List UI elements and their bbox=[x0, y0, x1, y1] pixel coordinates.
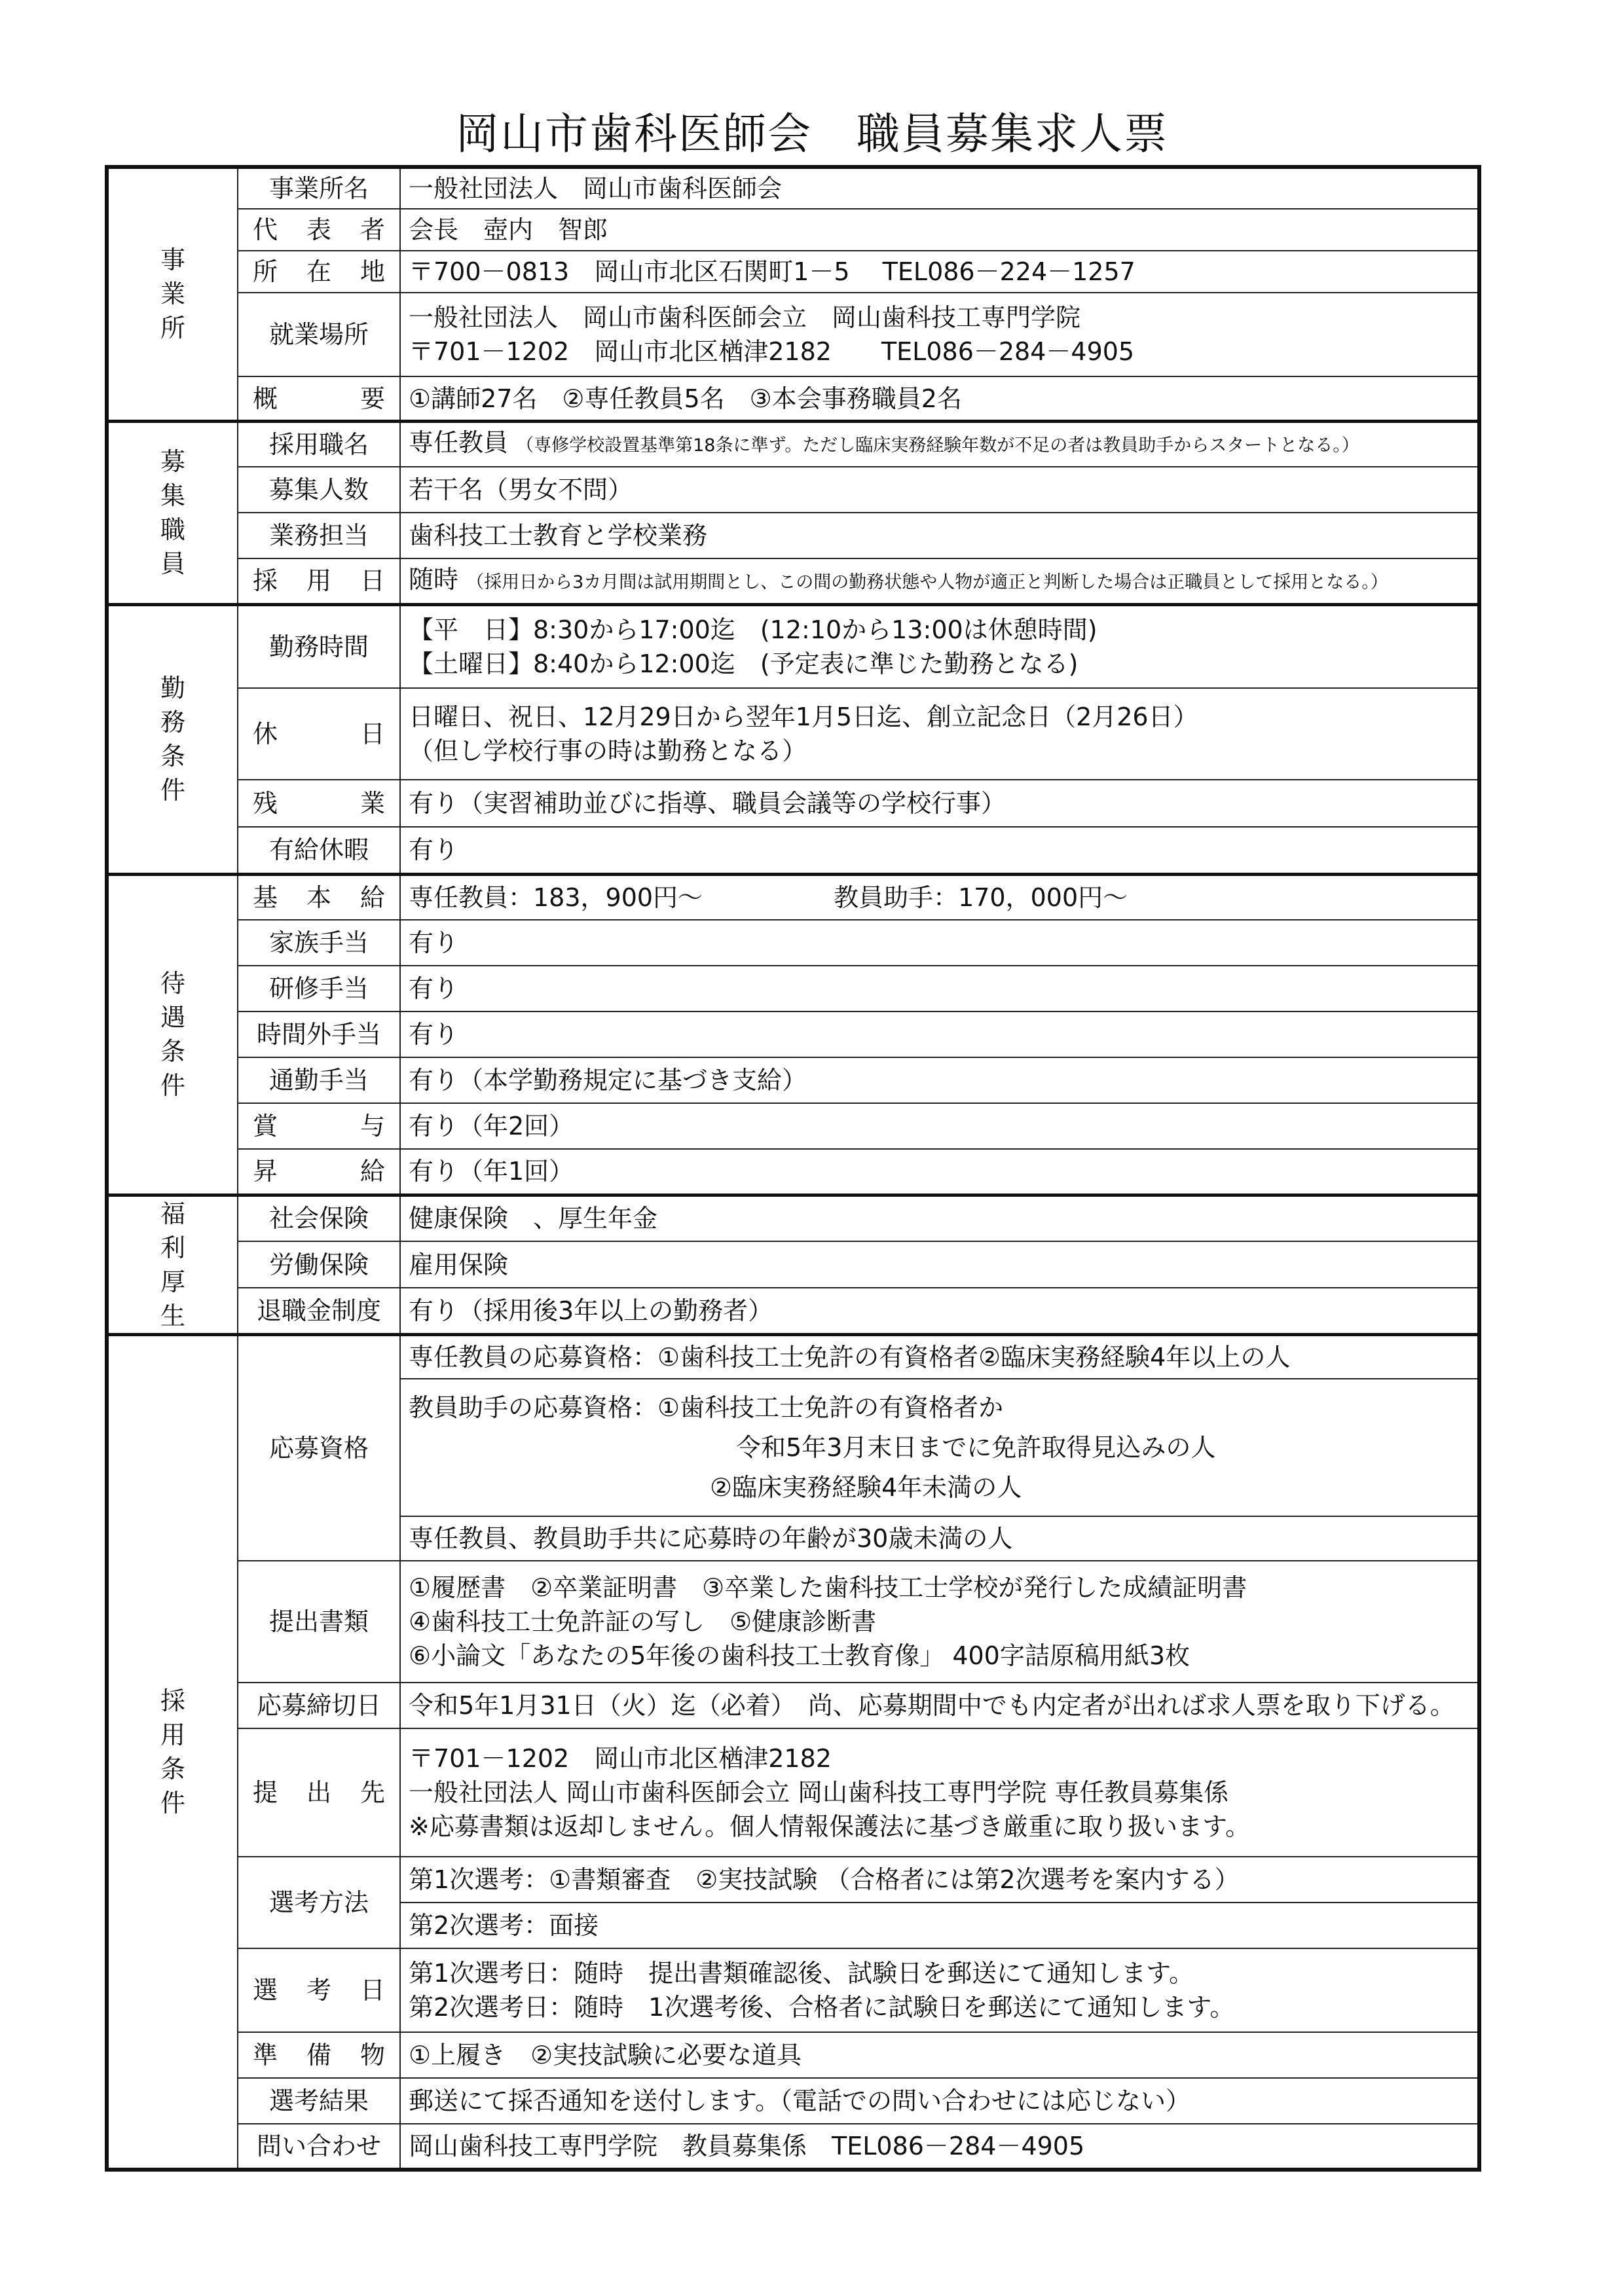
value-selection-method-1: 第1次選考：①書類審査 ②実技試験 （合格者には第2次選考を案内する） bbox=[400, 1857, 1479, 1903]
value-office-name: 一般社団法人 岡山市歯科医師会 bbox=[400, 167, 1479, 209]
value-bonus: 有り（年2回） bbox=[400, 1103, 1479, 1149]
value-overtime-allowance: 有り bbox=[400, 1011, 1479, 1057]
job-title-text: 専任教員 bbox=[409, 428, 509, 458]
row-overtime-allowance bbox=[107, 1011, 1479, 1057]
value-overtime: 有り（実習補助並びに指導、職員会議等の学校行事） bbox=[400, 780, 1479, 827]
label-items: 準備物 bbox=[238, 2032, 400, 2078]
category-office: 事業所 bbox=[107, 167, 238, 421]
documents-line-2: ④歯科技工士免許証の写し ⑤健康診断書 bbox=[409, 1607, 877, 1636]
value-qualification-assistant bbox=[400, 1379, 1479, 1516]
row-documents bbox=[107, 1561, 1479, 1683]
row-selection-method-1 bbox=[107, 1857, 1479, 1903]
value-deadline: 令和5年1月31日（火）迄（必着） 尚、応募期間中でも内定者が出れば求人票を取り下げる。 bbox=[400, 1683, 1479, 1728]
row-overtime bbox=[107, 780, 1479, 827]
row-paid-leave bbox=[107, 827, 1479, 874]
label-result: 選考結果 bbox=[238, 2078, 400, 2124]
label-raise: 昇給 bbox=[238, 1149, 400, 1195]
value-raise: 有り（年1回） bbox=[400, 1149, 1479, 1195]
destination-line-3: ※応募書類は返却しません。個人情報保護法に基づき厳重に取り扱います。 bbox=[409, 1812, 1251, 1841]
row-office-name bbox=[107, 167, 1479, 209]
row-training-allowance bbox=[107, 966, 1479, 1011]
row-bonus bbox=[107, 1103, 1479, 1149]
label-selection-method: 選考方法 bbox=[238, 1857, 400, 1948]
category-recruit: 募集職員 bbox=[107, 421, 238, 604]
row-hire-date bbox=[107, 558, 1479, 604]
label-hire-date: 採用日 bbox=[238, 558, 400, 604]
value-result: 郵送にて採否通知を送付します。（電話での問い合わせには応じない） bbox=[400, 2078, 1479, 2124]
job-title-note: （専修学校設置基準第18条に準ず。ただし臨床実務経験年数が不足の者は教員助手からスタートとなる。） bbox=[516, 435, 1359, 456]
label-qualification: 応募資格 bbox=[238, 1334, 400, 1561]
value-destination bbox=[400, 1728, 1479, 1857]
label-representative: 代表者 bbox=[238, 209, 400, 251]
label-recruit-count: 募集人数 bbox=[238, 467, 400, 513]
destination-line-1: 〒701－1202 岡山市北区楢津2182 bbox=[409, 1744, 832, 1773]
holidays-line-2: （但し学校行事の時は勤務となる） bbox=[409, 737, 807, 765]
workplace-line-1: 一般社団法人 岡山市歯科医師会立 岡山歯科技工専門学院 bbox=[409, 303, 1081, 332]
documents-line-1: ①履歴書 ②卒業証明書 ③卒業した歯科技工士学校が発行した成績証明書 bbox=[409, 1573, 1247, 1602]
row-labor-insurance bbox=[107, 1241, 1479, 1288]
label-address: 所在地 bbox=[238, 251, 400, 293]
row-family-allowance bbox=[107, 920, 1479, 966]
label-training-allowance: 研修手当 bbox=[238, 966, 400, 1011]
row-representative bbox=[107, 209, 1479, 251]
row-summary bbox=[107, 376, 1479, 421]
page-title: 岡山市歯科医師会 職員募集求人票 bbox=[456, 109, 1168, 159]
value-address: 〒700－0813 岡山市北区石関町1－5 TEL086－224－1257 bbox=[400, 251, 1479, 293]
value-holidays bbox=[400, 688, 1479, 780]
value-hire-date bbox=[400, 558, 1479, 604]
job-posting-table bbox=[105, 165, 1481, 2172]
row-raise bbox=[107, 1149, 1479, 1195]
qualification-assistant-line-3: ②臨床実務経験4年未満の人 bbox=[710, 1473, 1022, 1502]
label-office-name: 事業所名 bbox=[238, 167, 400, 209]
work-hours-weekday: 【平 日】8:30から17:00迄 (12:10から13:00は休憩時間) bbox=[409, 615, 1098, 644]
value-documents bbox=[400, 1561, 1479, 1683]
row-job-title bbox=[107, 421, 1479, 467]
label-summary: 概要 bbox=[238, 376, 400, 421]
row-recruit-count bbox=[107, 467, 1479, 513]
value-labor-insurance: 雇用保険 bbox=[400, 1241, 1479, 1288]
row-base-salary bbox=[107, 874, 1479, 920]
label-contact: 問い合わせ bbox=[238, 2124, 400, 2170]
label-workplace: 就業場所 bbox=[238, 293, 400, 376]
value-qualification-age: 専任教員、教員助手共に応募時の年齢が30歳未満の人 bbox=[400, 1516, 1479, 1561]
label-retirement: 退職金制度 bbox=[238, 1288, 400, 1334]
label-family-allowance: 家族手当 bbox=[238, 920, 400, 966]
row-workplace bbox=[107, 293, 1479, 376]
qualification-assistant-line-1: 教員助手の応募資格：①歯科技工士免許の有資格者か bbox=[409, 1393, 1004, 1422]
value-items: ①上履き ②実技試験に必要な道具 bbox=[400, 2032, 1479, 2078]
category-work: 勤務条件 bbox=[107, 604, 238, 874]
row-contact bbox=[107, 2124, 1479, 2170]
label-base-salary: 基本給 bbox=[238, 874, 400, 920]
work-hours-saturday: 【土曜日】8:40から12:00迄 (予定表に準じた勤務となる) bbox=[409, 649, 1079, 678]
value-retirement: 有り（採用後3年以上の勤務者） bbox=[400, 1288, 1479, 1334]
value-selection-date bbox=[400, 1948, 1479, 2032]
label-commute-allowance: 通勤手当 bbox=[238, 1057, 400, 1103]
label-holidays: 休日 bbox=[238, 688, 400, 780]
row-duty bbox=[107, 513, 1479, 558]
label-duty: 業務担当 bbox=[238, 513, 400, 558]
value-duty: 歯科技工士教育と学校業務 bbox=[400, 513, 1479, 558]
row-social-insurance bbox=[107, 1195, 1479, 1241]
destination-line-2: 一般社団法人 岡山市歯科医師会立 岡山歯科技工専門学院 専任教員募集係 bbox=[409, 1778, 1229, 1807]
label-labor-insurance: 労働保険 bbox=[238, 1241, 400, 1288]
row-qualification-1 bbox=[107, 1334, 1479, 1379]
row-work-hours bbox=[107, 604, 1479, 688]
row-commute-allowance bbox=[107, 1057, 1479, 1103]
category-welfare: 福利厚生 bbox=[107, 1195, 238, 1334]
row-selection-date bbox=[107, 1948, 1479, 2032]
label-social-insurance: 社会保険 bbox=[238, 1195, 400, 1241]
value-social-insurance: 健康保険 、厚生年金 bbox=[400, 1195, 1479, 1241]
row-items bbox=[107, 2032, 1479, 2078]
label-destination: 提出先 bbox=[238, 1728, 400, 1857]
label-overtime-allowance: 時間外手当 bbox=[238, 1011, 400, 1057]
label-work-hours: 勤務時間 bbox=[238, 604, 400, 688]
label-job-title: 採用職名 bbox=[238, 421, 400, 467]
row-destination bbox=[107, 1728, 1479, 1857]
holidays-line-1: 日曜日、祝日、12月29日から翌年1月5日迄、創立記念日（2月26日） bbox=[409, 702, 1198, 731]
value-paid-leave: 有り bbox=[400, 827, 1479, 874]
hire-date-note: （採用日から3カ月間は試用期間とし、この間の勤務状態や人物が適正と判断した場合は正職員として採用となる。） bbox=[466, 572, 1388, 592]
value-family-allowance: 有り bbox=[400, 920, 1479, 966]
value-selection-method-2: 第2次選考：面接 bbox=[400, 1903, 1479, 1948]
label-paid-leave: 有給休暇 bbox=[238, 827, 400, 874]
documents-line-3: ⑥小論文「あなたの5年後の歯科技工士教育像」 400字詰原稿用紙3枚 bbox=[409, 1641, 1190, 1670]
value-base-salary bbox=[400, 874, 1479, 920]
value-workplace bbox=[400, 293, 1479, 376]
label-deadline: 応募締切日 bbox=[238, 1683, 400, 1728]
value-commute-allowance: 有り（本学勤務規定に基づき支給） bbox=[400, 1057, 1479, 1103]
row-holidays bbox=[107, 688, 1479, 780]
value-summary: ①講師27名 ②専任教員5名 ③本会事務職員2名 bbox=[400, 376, 1479, 421]
label-overtime: 残業 bbox=[238, 780, 400, 827]
row-result bbox=[107, 2078, 1479, 2124]
value-job-title bbox=[400, 421, 1479, 467]
value-representative: 会長 壺内 智郎 bbox=[400, 209, 1479, 251]
value-recruit-count: 若干名（男女不問） bbox=[400, 467, 1479, 513]
selection-date-line-1: 第1次選考日：随時 提出書類確認後、試験日を郵送にて通知します。 bbox=[409, 1959, 1194, 1988]
value-qualification-full: 専任教員の応募資格：①歯科技工士免許の有資格者②臨床実務経験4年以上の人 bbox=[400, 1334, 1479, 1379]
qualification-assistant-line-2: 令和5年3月末日までに免許取得見込みの人 bbox=[736, 1433, 1216, 1462]
salary-full-teacher: 専任教員：183，900円～ bbox=[409, 883, 703, 912]
value-work-hours bbox=[400, 604, 1479, 688]
label-documents: 提出書類 bbox=[238, 1561, 400, 1683]
value-training-allowance: 有り bbox=[400, 966, 1479, 1011]
selection-date-line-2: 第2次選考日：随時 1次選考後、合格者に試験日を郵送にて通知します。 bbox=[409, 1993, 1235, 2022]
label-selection-date: 選考日 bbox=[238, 1948, 400, 2032]
workplace-line-2: 〒701－1202 岡山市北区楢津2182 TEL086－284－4905 bbox=[409, 337, 1135, 366]
category-hiring: 採用条件 bbox=[107, 1334, 238, 2170]
salary-assistant: 教員助手：170，000円～ bbox=[834, 883, 1128, 912]
label-bonus: 賞与 bbox=[238, 1103, 400, 1149]
row-retirement bbox=[107, 1288, 1479, 1334]
row-deadline bbox=[107, 1683, 1479, 1728]
hire-date-text: 随時 bbox=[409, 564, 459, 594]
category-treatment: 待遇条件 bbox=[107, 874, 238, 1195]
value-contact: 岡山歯科技工専門学院 教員募集係 TEL086－284－4905 bbox=[400, 2124, 1479, 2170]
row-address bbox=[107, 251, 1479, 293]
